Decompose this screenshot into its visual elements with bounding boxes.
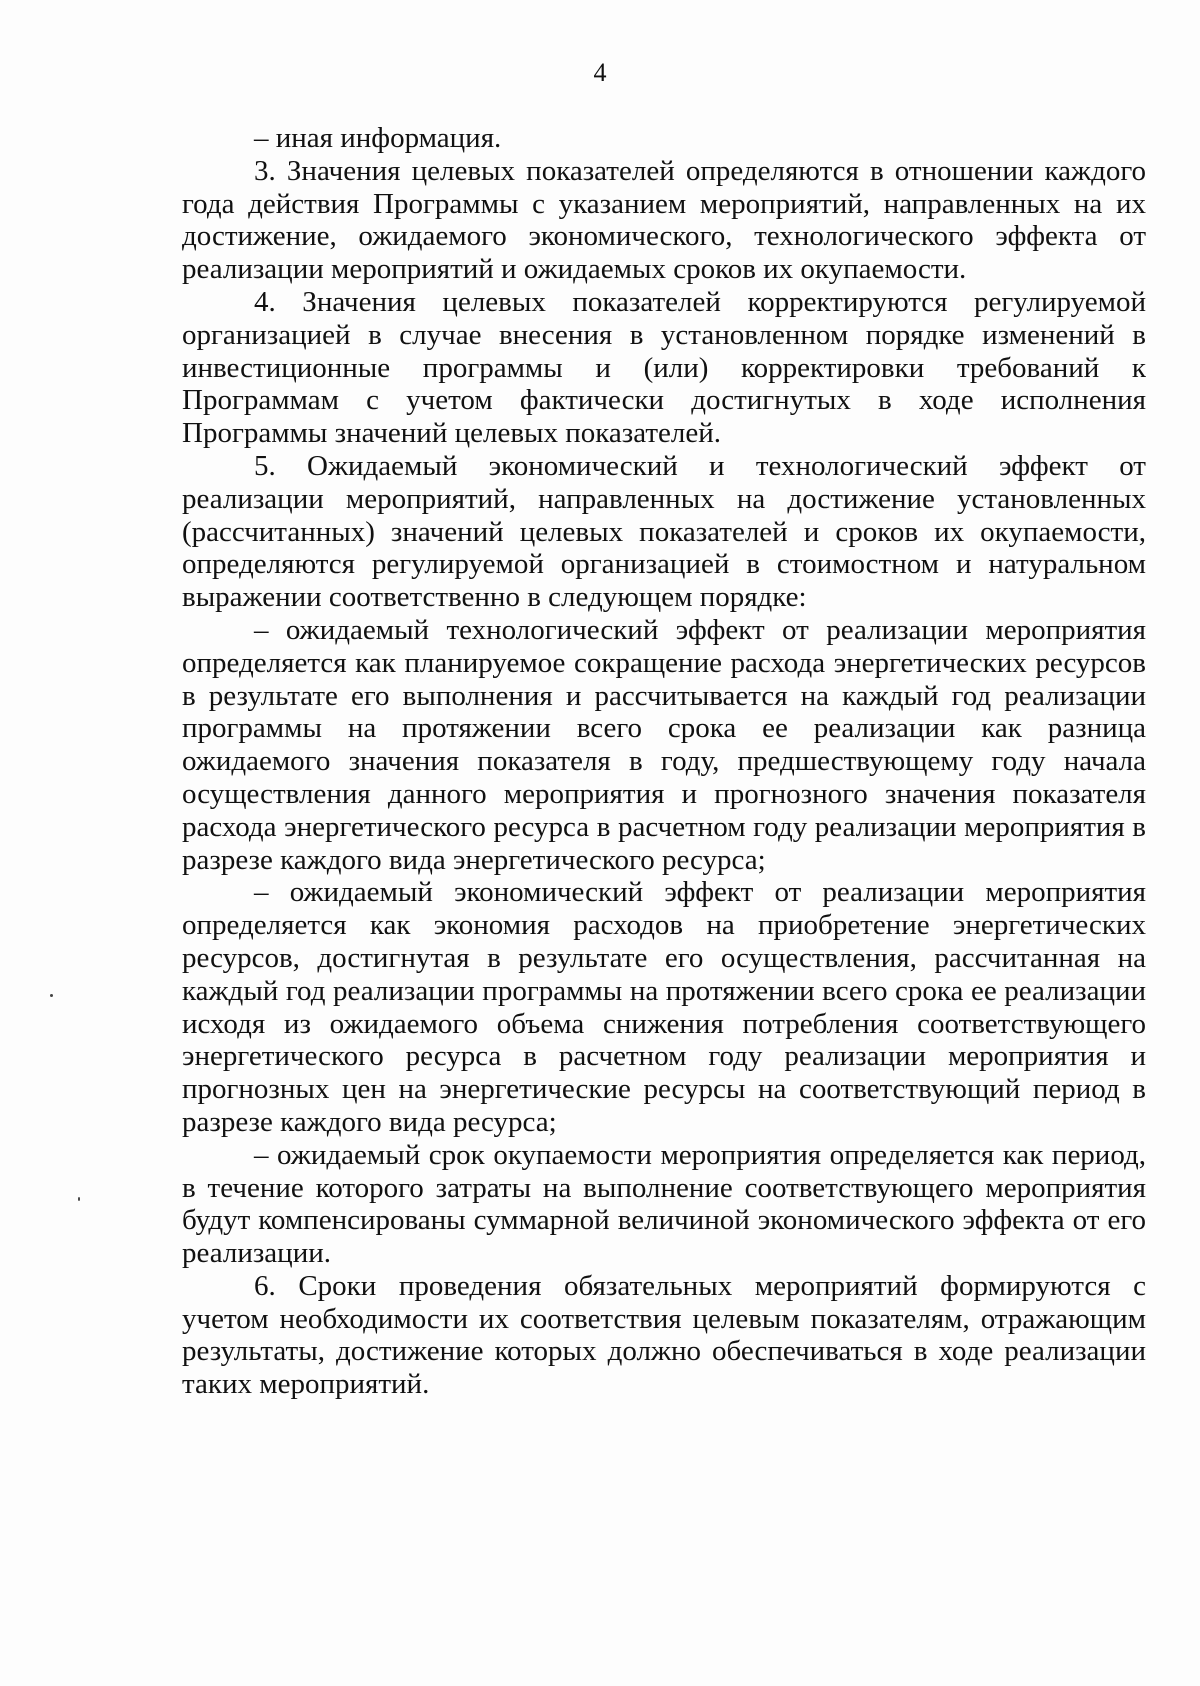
page-number: 4 (593, 58, 607, 87)
list-item-technological-effect: – ожидаемый технологический эффект от реализации мероприятия определяется как планируемое сокращение расхода энергетических ресурсов в результате его выполнения и рассчитывается на каждый год реализации программы на протяжении всего срока ее реализации как разница ожидаемого значения показателя в году, предшествующему году начала осуществления данного мероприятия и прогнозного значения показателя расхода энергетического ресурса в расчетном году реализации мероприятия в разрезе каждого вида энергетического ресурса; (182, 613, 1146, 876)
paragraph-3-target-values: 3. Значения целевых показателей определяются в отношении каждого года действия Программы с указанием мероприятий, направленных на их достижение, ожидаемого экономического, технологического эффекта от реализации мероприятий и ожидаемых сроков их окупаемости. (182, 154, 1146, 286)
document-body (182, 122, 1146, 1401)
paragraph-other-info: – иная информация. (254, 122, 502, 154)
paragraph-6-deadlines: 6. Сроки проведения обязательных мероприятий формируются с учетом необходимости их соответствия целевым показателям, отражающим результаты, достижение которых должно обеспечиваться в ходе реализации таких мероприятий. (182, 1269, 1146, 1401)
list-item-payback-period: – ожидаемый срок окупаемости мероприятия определяется как период, в течение которого затраты на выполнение соответствующего мероприятия будут компенсированы суммарной величиной экономического эффекта от его реализации. (182, 1138, 1146, 1270)
list-item-economic-effect: – ожидаемый экономический эффект от реализации мероприятия определяется как экономия расходов на приобретение энергетических ресурсов, достигнутая в результате его осуществления, рассчитанная на каждый год реализации программы на протяжении всего срока ее реализации исходя из ожидаемого объема снижения потребления соответствующего энергетического ресурса в расчетном году реализации мероприятия и прогнозных цен на энергетические ресурсы на соответствующий период в разрезе каждого вида ресурса; (182, 876, 1146, 1138)
scan-speck (50, 994, 53, 997)
paragraph-4-target-corrections: 4. Значения целевых показателей корректируются регулируемой организацией в случае внесения в установленном порядке изменений в инвестиционные программы и (или) корректировки требований к Программам с учетом фактически достигнутых в ходе исполнения Программы значений целевых показателей. (182, 285, 1146, 450)
scan-speck (78, 1197, 80, 1201)
paragraph-5-expected-effect: 5. Ожидаемый экономический и технологический эффект от реализации мероприятий, направленных на достижение установленных (рассчитанных) значений целевых показателей и сроков их окупаемости, определяются регулируемой организацией в стоимостном и натуральном выражении соответственно в следующем порядке: (182, 449, 1146, 614)
